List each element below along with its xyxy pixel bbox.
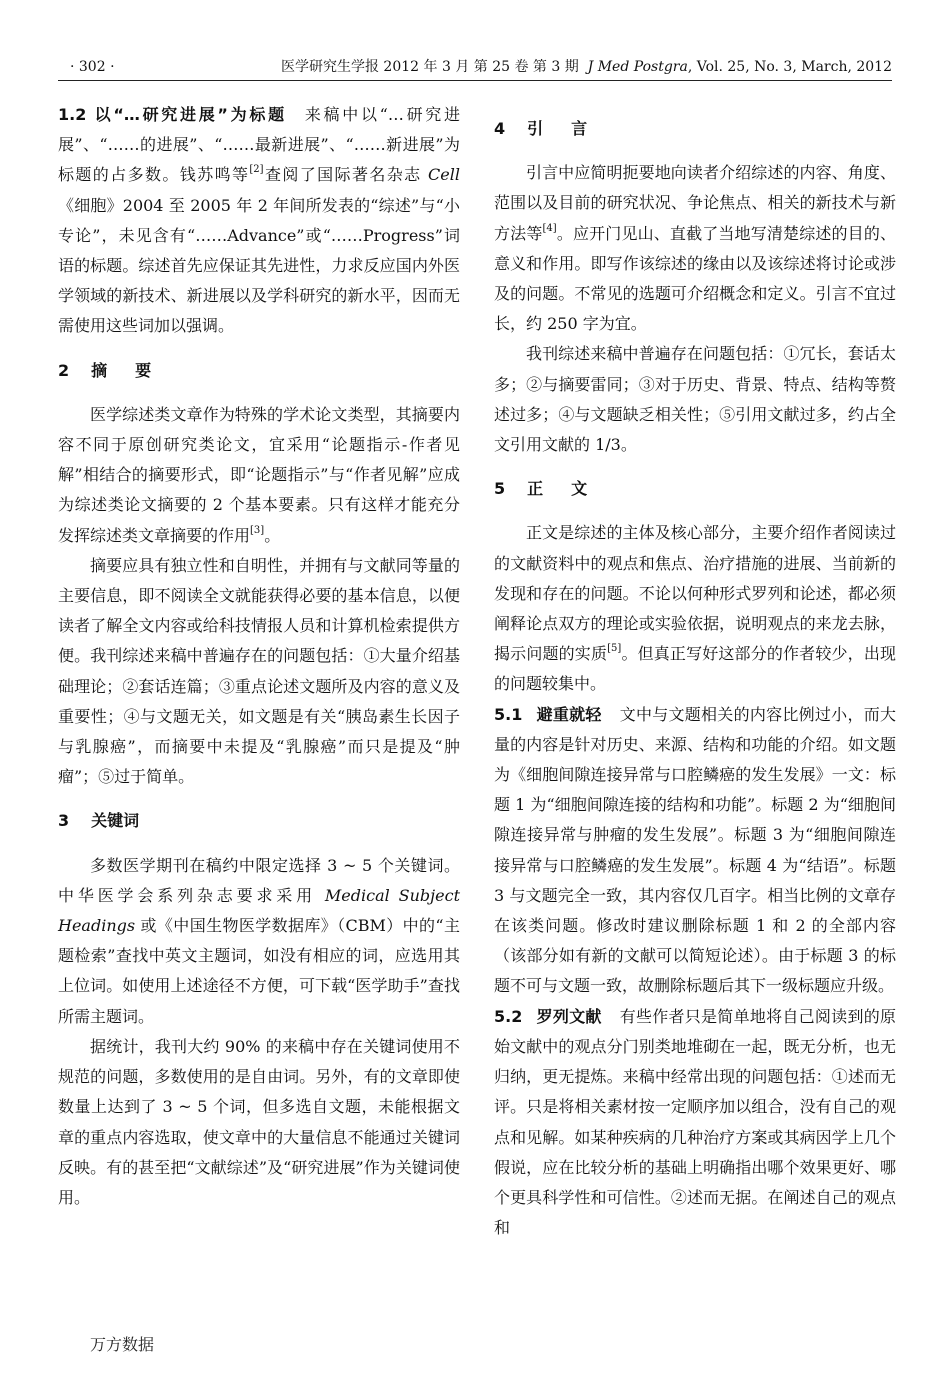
section-5-1-heading: 5.1 避重就轻 [494, 704, 602, 724]
section-2-heading: 2 摘要 [58, 360, 180, 380]
journal-volume-info: , Vol. 25, No. 3, March, 2012 [687, 59, 892, 75]
journal-title-en: J Med Postgra [587, 59, 688, 75]
page-header [58, 54, 892, 81]
mesh-term: Medical Subject Headings [58, 885, 460, 936]
citation-3: [3] [250, 524, 265, 536]
section-5-2-paragraph: 5.2 罗列文献 有些作者只是简单地将自己阅读到的原始文献中的观点分门别类地堆砌在一起，既无分析，也无归纳，更无提炼。来稿中经常出现的问题包括：①述而无评。只是将相关素材按一定顺序加以组合，没有自己的观点和见解。如某种疾病的几种治疗方案或其病因学上几个假说，应在比较分析的基础上明确指出哪个效果更好、哪个更具科学性和可信性。②述而无据。在阐述自己的观点和 [494, 1006, 896, 1238]
watermark-text: 万方数据 [90, 1335, 155, 1354]
section-3-paragraph-2: 据统计，我刊大约 90% 的来稿中存在关键词使用不规范的问题，多数使用的是自由词。另外，有的文章即使数量上达到了 3 ~ 5 个词，但多选自文题，未能根据文章的重点内容选取，使文章中的大量信息不能通过关键词反映。有的甚至把“文献综述”及“研究进展”作为关键词使用。 [58, 1036, 460, 1207]
section-4-heading: 4 引言 [494, 119, 616, 138]
section-5-2-heading: 5.2 罗列文献 [494, 1006, 602, 1026]
citation-4: [4] [542, 222, 557, 234]
section-2-paragraph-1: 医学综述类文章作为特殊的学术论文类型，其摘要内容不同于原创研究类论文，宜采用“论题指示-作者见解”相结合的摘要形式，即“论题指示”与“作者见解”应成为综述类论文摘要的 2 个基本要素。只有这样才能充分发挥综述类文章摘要的作用[3]。 [58, 404, 460, 545]
journal-title-cn: 医学研究生学报 2012 年 3 月 第 25 卷 第 3 期 [280, 59, 579, 75]
right-column [494, 100, 896, 1243]
section-3-heading: 3 关键词 [58, 811, 140, 831]
section-1-2-paragraph: 1.2 以“…研究进展”为标题 来稿中以“…研究进展”、“……的进展”、“……最新进展”、“……新进展”为标题的占多数。钱苏鸣等[2]查阅了国际著名杂志 Cell《细胞》2004 至 2005 年 2 年间所发表的“综述”与“小专论”，未见含有“……Advance”或“……Progress”词语的标题。综述首先应保证其先进性，力求反应国内外医学领域的新技术、新进展以及学科研究的新水平，因而无需使用这些词加以强调。 [58, 105, 460, 336]
section-4-paragraph-1: 引言中应简明扼要地向读者介绍综述的内容、角度、范围以及目前的研究状况、争论焦点、相关的新技术与新方法等[4]。应开门见山、直截了当地写清楚综述的目的、意义和作用。即写作该综述的缘由以及该综述将讨论或涉及的问题。不常见的选题可介绍概念和定义。引言不宜过长，约 250 字为宜。 [494, 163, 896, 334]
running-head [281, 54, 892, 80]
citation-2: [2] [249, 164, 264, 176]
left-column [58, 100, 460, 1213]
citation-5: [5] [607, 643, 622, 655]
section-1-2-heading: 1.2 以“…研究进展”为标题 [58, 105, 287, 124]
page-number: · 302 · [70, 59, 115, 75]
section-3-paragraph-1: 多数医学期刊在稿约中限定选择 3 ~ 5 个关键词。中华医学会系列杂志要求采用 Medical Subject Headings 或《中国生物医学数据库》（CBM）中的“主题检索”查找中英文主题词，如没有相应的词，应选用其上位词。如使用上述途径不方便，可下载“医学助手”查找所需主题词。 [58, 855, 460, 1026]
section-5-paragraph-1: 正文是综述的主体及核心部分，主要介绍作者阅读过的文献资料中的观点和焦点、治疗措施的进展、当前新的发现和存在的问题。不论以何种形式罗列和论述，都必须阐释论点双方的理论或实验依据，说明观点的来龙去脉，揭示问题的实质[5]。但真正写好这部分的作者较少，出现的问题较集中。 [494, 523, 896, 694]
section-5-1-paragraph: 5.1 避重就轻 文中与文题相关的内容比例过小，而大量的内容是针对历史、来源、结构和功能的介绍。如文题为《细胞间隙连接异常与口腔鳞癌的发生发展》一文：标题 1 为“细胞间隙连接的结构和功能”。标题 2 为“细胞间隙连接异常与肿瘤的发生发展”。标题 3 为“细胞间隙连接异常与口腔鳞癌的发生发展”。标题 4 为“结语”。标题 3 与文题完全一致，其内容仅几百字。相当比例的文章存在该类问题。修改时建议删除标题 1 和 2 的全部内容（该部分如有新的文献可以简短论述）。由于标题 3 的标题不可与文题一致，故删除标题后其下一级标题应升级。 [494, 704, 896, 996]
section-4-paragraph-2: 我刊综述来稿中普遍存在问题包括：①冗长，套话太多；②与摘要雷同；③对于历史、背景、特点、结构等赘述过多；④与文题缺乏相关性；⑤引用文献过多，约占全文引用文献的 1/3。 [494, 344, 896, 455]
cell-journal-name: Cell [428, 165, 460, 185]
section-2-paragraph-2: 摘要应具有独立性和自明性，并拥有与文献同等量的主要信息，即不阅读全文就能获得必要的基本信息，以便读者了解全文内容或给科技情报人员和计算机检索提供方便。我刊综述来稿中普遍存在的问题包括：①大量介绍基础理论；②套话连篇；③重点论述文题所及内容的意义及重要性；④与文题无关，如文题是有关“胰岛素生长因子与乳腺癌”，而摘要中未提及“乳腺癌”而只是提及“肿瘤”；⑤过于简单。 [58, 555, 460, 787]
section-5-heading: 5 正文 [494, 479, 616, 499]
